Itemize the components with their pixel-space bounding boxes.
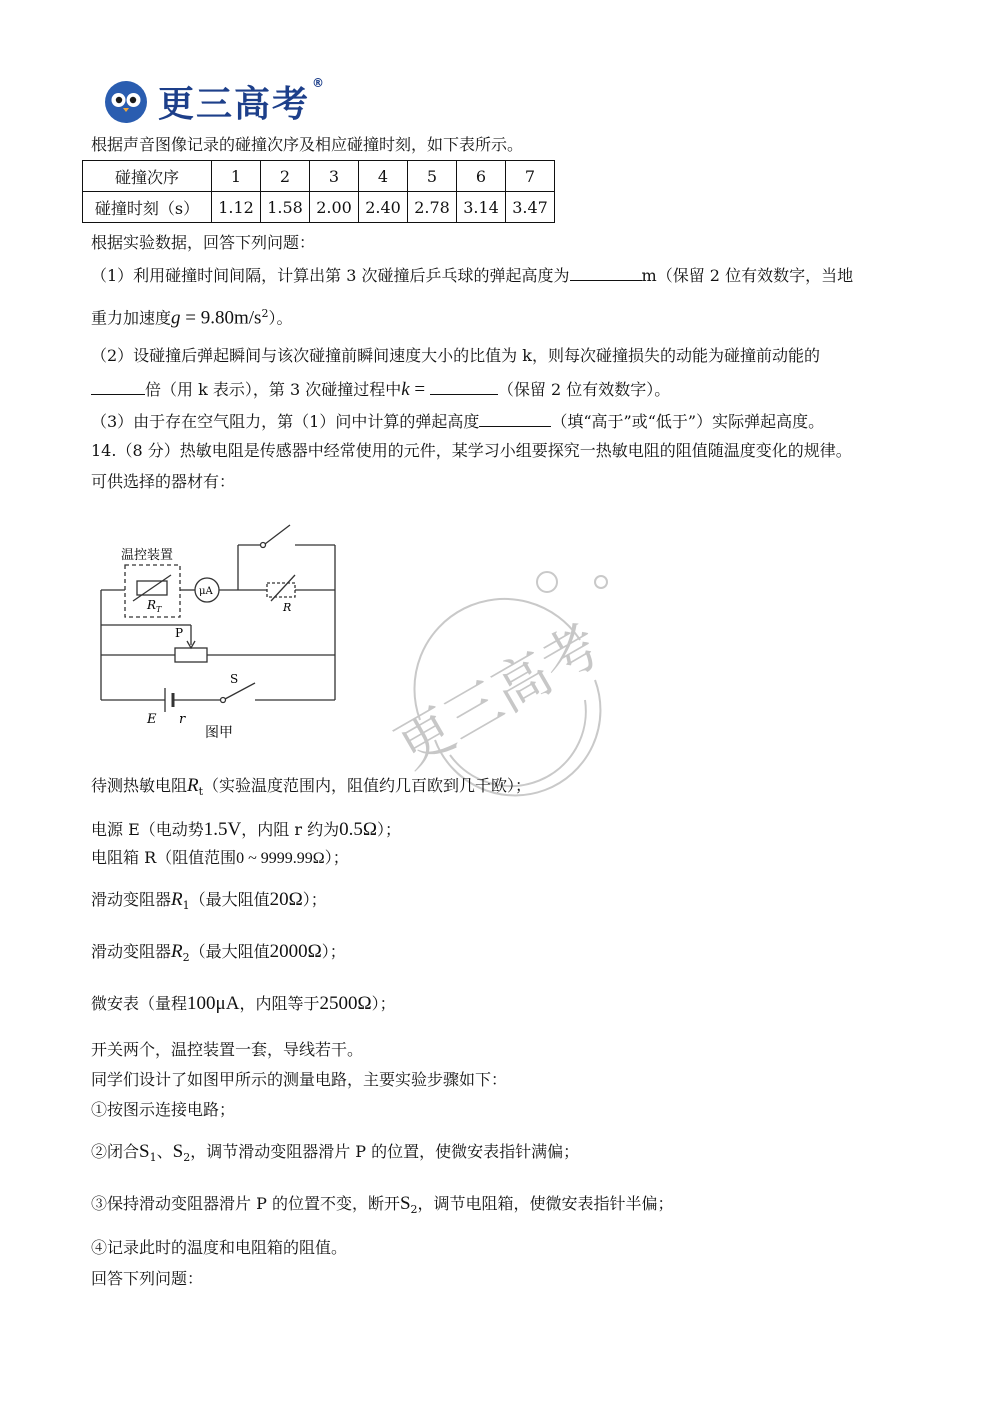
answer-blank [430,378,498,395]
collision-table [82,160,555,223]
microammeter-label: μA [199,586,213,597]
closing-prompt: 回答下列问题： [91,1269,204,1288]
question-3: （3）由于存在空气阻力，第（1）问中计算的弹起高度 （填“高于”或“低于”）实际弹起高度。 [91,412,825,431]
step-4: ④记录此时的温度和电阻箱的阻值。 [91,1238,348,1257]
table-cell: 4 [359,161,408,192]
table-cell: 碰撞时刻（s） [83,192,212,223]
emf-label: E [147,712,157,727]
table-cell: 1.58 [261,192,310,223]
question-2-cont: 倍（用 k 表示），第 3 次碰撞过程中k = （保留 2 位有效数字）。 [91,378,670,400]
material-thermistor: 待测热敏电阻$R_t$（实验温度范围内，阻值约几百欧到几千欧）； [91,775,532,799]
switch-label: S [230,672,239,686]
question-14: 14.（8 分）热敏电阻是传感器中经常使用的元件，某学习小组要探究一热敏电阻的阻值随温度变化的规律。 [91,441,852,460]
question-1-cont: 重力加速度$g = 9.80m/s^2$）。 [91,307,293,329]
watermark-stamp [380,570,620,810]
step-3: ③保持滑动变阻器滑片 P 的位置不变，断开$S_2$，调节电阻箱，使微安表指针半偏； [91,1193,674,1217]
logo-text: 更三高考® [158,76,327,125]
material-source: 电源 E（电动势1.5V，内阻 r 约为0.5Ω）； [91,819,401,840]
steps-intro: 同学们设计了如图甲所示的测量电路，主要实验步骤如下： [91,1070,508,1089]
table-cell: 2.00 [310,192,359,223]
figure-caption: 图甲 [205,725,233,741]
prompt-text: 根据实验数据，回答下列问题： [91,233,316,252]
table-cell: 2.78 [408,192,457,223]
table-cell: 5 [408,161,457,192]
material-resistance-box: 电阻箱 R（阻值范围0 ~ 9999.99Ω）； [91,848,349,867]
step-2: ②闭合$S_1$、$S_2$，调节滑动变阻器滑片 P 的位置，使微安表指针满偏； [91,1141,580,1165]
answer-blank [570,264,642,281]
table-cell: 7 [506,161,555,192]
table-row [83,192,555,223]
temp-control-label: 温控装置 [121,548,174,563]
circuit-diagram [95,505,355,750]
table-cell: 碰撞次序 [83,161,212,192]
resistance-box-label: R [283,601,292,614]
slider-p-label: P [175,626,184,640]
answer-blank [91,378,145,395]
logo [104,76,326,127]
material-rheostat-2: 滑动变阻器$R_2$（最大阻值2000Ω）； [91,941,346,965]
watermark-text: 更三高考 [385,612,612,782]
intro-text: 根据声音图像记录的碰撞次序及相应碰撞时刻，如下表所示。 [91,135,524,154]
question-2: （2）设碰撞后弹起瞬间与该次碰撞前瞬间速度大小的比值为 k，则每次碰撞损失的动能为碰撞前动能的 [91,346,820,365]
table-header-row [83,161,555,192]
table-cell: 3.47 [506,192,555,223]
table-cell: 6 [457,161,506,192]
question-1: （1）利用碰撞时间间隔，计算出第 3 次碰撞后乒乓球的弹起高度为 m（保留 2 位有效数字，当地 [91,266,854,285]
table-cell: 2.40 [359,192,408,223]
table-cell: 3 [310,161,359,192]
question-14-cont: 可供选择的器材有： [91,472,236,491]
table-cell: 1 [212,161,261,192]
step-1: ①按图示连接电路； [91,1100,236,1119]
owl-logo-icon [104,80,148,124]
table-cell: 2 [261,161,310,192]
table-cell: 1.12 [212,192,261,223]
material-microammeter: 微安表（量程100μA，内阻等于2500Ω）； [91,993,396,1014]
table-cell: 3.14 [457,192,506,223]
answer-blank [479,410,551,427]
internal-r-label: r [179,712,186,727]
thermistor-label: $R_T$ [147,598,162,614]
material-switches: 开关两个，温控装置一套，导线若干。 [91,1040,364,1059]
material-rheostat-1: 滑动变阻器$R_1$（最大阻值20Ω）； [91,889,327,913]
